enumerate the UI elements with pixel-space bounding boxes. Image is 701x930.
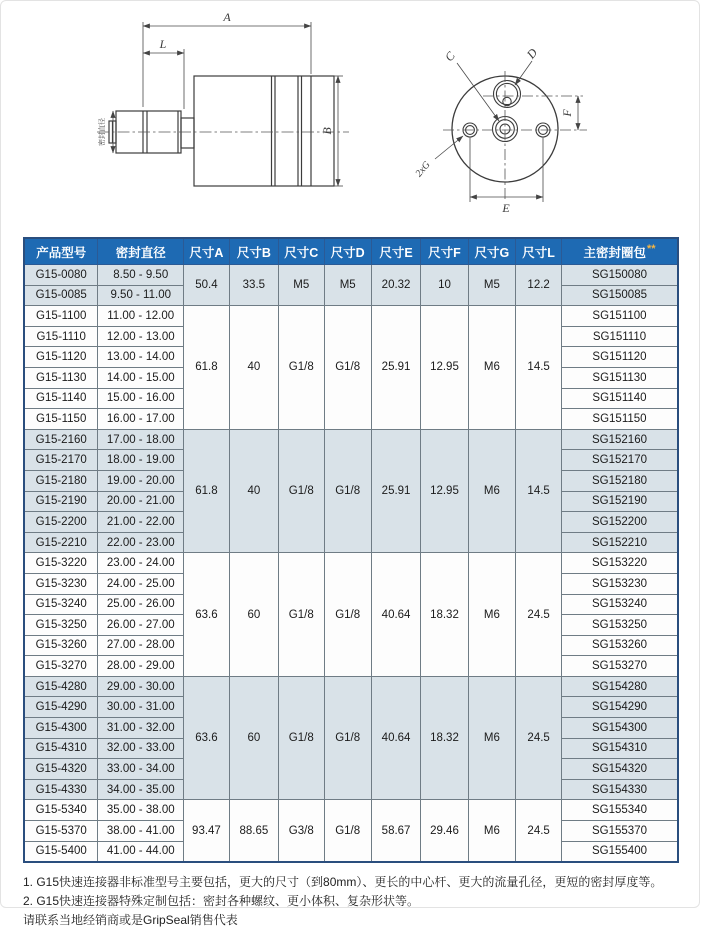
table-row [24, 429, 678, 450]
cell-dim-a: 61.8 [184, 429, 230, 553]
cell-dim-l: 14.5 [516, 306, 562, 430]
cell-dim-l: 12.2 [516, 265, 562, 306]
header-dim-g: 尺寸G [468, 238, 516, 265]
table-row [24, 800, 678, 821]
cell-dim-a: 93.47 [184, 800, 230, 862]
cell-seal: SG154300 [562, 718, 679, 739]
cell-model: G15-3250 [24, 615, 98, 636]
cell-dim-c: G1/8 [278, 306, 324, 430]
cell-seal: SG152200 [562, 512, 679, 533]
cell-range: 24.00 - 25.00 [98, 573, 184, 594]
cell-model: G15-5400 [24, 841, 98, 862]
cell-dim-l: 24.5 [516, 553, 562, 677]
cell-range: 31.00 - 32.00 [98, 718, 184, 739]
header-seal-pack [562, 238, 679, 265]
cell-dim-g: M6 [468, 553, 516, 677]
cell-range: 12.00 - 13.00 [98, 326, 184, 347]
cell-dim-l: 14.5 [516, 429, 562, 553]
cell-seal: SG151140 [562, 388, 679, 409]
cell-model: G15-5340 [24, 800, 98, 821]
cell-dim-e: 25.91 [371, 429, 421, 553]
cell-range: 8.50 - 9.50 [98, 265, 184, 286]
cell-dim-e: 58.67 [371, 800, 421, 862]
cell-range: 18.00 - 19.00 [98, 450, 184, 471]
cell-dim-e: 40.64 [371, 676, 421, 800]
cell-dim-d: G1/8 [324, 800, 371, 862]
table-row [24, 553, 678, 574]
cell-seal: SG150080 [562, 265, 679, 286]
technical-drawings [1, 1, 701, 233]
cell-dim-e: 25.91 [371, 306, 421, 430]
cell-model: G15-1110 [24, 326, 98, 347]
cell-seal: SG154310 [562, 738, 679, 759]
cell-model: G15-2180 [24, 470, 98, 491]
cell-model: G15-4320 [24, 759, 98, 780]
cell-model: G15-2210 [24, 532, 98, 553]
table-row [24, 306, 678, 327]
cell-seal: SG152160 [562, 429, 679, 450]
cell-model: G15-3230 [24, 573, 98, 594]
cell-dim-a: 50.4 [184, 265, 230, 306]
cell-seal: SG154290 [562, 697, 679, 718]
cell-model: G15-4310 [24, 738, 98, 759]
cell-model: G15-3220 [24, 553, 98, 574]
cell-dim-c: G1/8 [278, 676, 324, 800]
cell-range: 27.00 - 28.00 [98, 635, 184, 656]
header-seal-pack-text: 主密封圈包 [583, 245, 646, 260]
cell-range: 33.00 - 34.00 [98, 759, 184, 780]
cell-range: 17.00 - 18.00 [98, 429, 184, 450]
table-row [24, 265, 678, 286]
cell-model: G15-4290 [24, 697, 98, 718]
footnotes [23, 873, 677, 930]
cell-dim-e: 20.32 [371, 265, 421, 306]
side-view-drawing [97, 10, 349, 186]
side-view-dimensions [113, 22, 343, 186]
cell-range: 38.00 - 41.00 [98, 821, 184, 842]
dim-label-seal-diameter: 密封直径 [99, 118, 106, 146]
cell-model: G15-4330 [24, 779, 98, 800]
cell-seal: SG151130 [562, 367, 679, 388]
header-dim-a: 尺寸A [184, 238, 230, 265]
cell-range: 32.00 - 33.00 [98, 738, 184, 759]
front-view-dimensions [435, 61, 578, 202]
cell-dim-b: 40 [229, 429, 278, 553]
cell-seal: SG151110 [562, 326, 679, 347]
cell-range: 21.00 - 22.00 [98, 512, 184, 533]
cell-model: G15-5370 [24, 821, 98, 842]
cell-dim-g: M6 [468, 306, 516, 430]
header-row [24, 238, 678, 265]
cell-dim-a: 61.8 [184, 306, 230, 430]
cell-range: 20.00 - 21.00 [98, 491, 184, 512]
cell-seal: SG152190 [562, 491, 679, 512]
table-row [24, 676, 678, 697]
dim-label-B: B [320, 127, 334, 135]
cell-model: G15-0085 [24, 285, 98, 306]
cell-dim-b: 60 [229, 553, 278, 677]
dim-label-A: A [223, 10, 231, 24]
cell-model: G15-1100 [24, 306, 98, 327]
cell-dim-d: G1/8 [324, 553, 371, 677]
dim-label-L: L [159, 37, 167, 51]
cell-model: G15-3270 [24, 656, 98, 677]
cell-range: 25.00 - 26.00 [98, 594, 184, 615]
cell-model: G15-2190 [24, 491, 98, 512]
cell-dim-g: M5 [468, 265, 516, 306]
cell-dim-a: 63.6 [184, 553, 230, 677]
header-seal-diameter: 密封直径 [98, 238, 184, 265]
cell-dim-c: G1/8 [278, 553, 324, 677]
dim-label-F: F [560, 109, 574, 117]
cell-seal: SG155340 [562, 800, 679, 821]
cell-seal: SG155400 [562, 841, 679, 862]
header-dim-f: 尺寸F [421, 238, 468, 265]
header-dim-c: 尺寸C [278, 238, 324, 265]
cell-seal: SG153230 [562, 573, 679, 594]
cell-range: 23.00 - 24.00 [98, 553, 184, 574]
header-dim-l: 尺寸L [516, 238, 562, 265]
cell-dim-l: 24.5 [516, 800, 562, 862]
cell-seal: SG153250 [562, 615, 679, 636]
cell-seal: SG155370 [562, 821, 679, 842]
cell-seal: SG153240 [562, 594, 679, 615]
header-dim-d: 尺寸D [324, 238, 371, 265]
cell-range: 16.00 - 17.00 [98, 409, 184, 430]
cell-dim-d: G1/8 [324, 306, 371, 430]
cell-seal: SG152210 [562, 532, 679, 553]
cell-range: 29.00 - 30.00 [98, 676, 184, 697]
dim-label-D: D [523, 45, 541, 62]
cell-model: G15-4300 [24, 718, 98, 739]
cell-dim-f: 12.95 [421, 429, 468, 553]
cell-dim-f: 18.32 [421, 676, 468, 800]
cell-dim-d: M5 [324, 265, 371, 306]
cell-model: G15-2200 [24, 512, 98, 533]
cell-model: G15-0080 [24, 265, 98, 286]
cell-model: G15-2160 [24, 429, 98, 450]
cell-range: 19.00 - 20.00 [98, 470, 184, 491]
cell-seal: SG153220 [562, 553, 679, 574]
cell-model: G15-4280 [24, 676, 98, 697]
cell-dim-f: 10 [421, 265, 468, 306]
cell-dim-g: M6 [468, 429, 516, 553]
footnote-2: 2. G15快速连接器特殊定制包括：密封各种螺纹、更小体积、复杂形状等。 [23, 894, 420, 909]
spec-table [23, 237, 679, 863]
cell-dim-b: 88.65 [229, 800, 278, 862]
cell-range: 9.50 - 11.00 [98, 285, 184, 306]
dim-label-E: E [502, 201, 510, 215]
header-dim-e: 尺寸E [371, 238, 421, 265]
cell-seal: SG154330 [562, 779, 679, 800]
cell-model: G15-1150 [24, 409, 98, 430]
cell-model: G15-2170 [24, 450, 98, 471]
cell-dim-b: 40 [229, 306, 278, 430]
cell-dim-d: G1/8 [324, 676, 371, 800]
cell-dim-b: 60 [229, 676, 278, 800]
cell-dim-f: 18.32 [421, 553, 468, 677]
cell-range: 15.00 - 16.00 [98, 388, 184, 409]
cell-seal: SG153270 [562, 656, 679, 677]
cell-model: G15-1120 [24, 347, 98, 368]
cell-dim-a: 63.6 [184, 676, 230, 800]
cell-model: G15-3240 [24, 594, 98, 615]
cell-dim-c: M5 [278, 265, 324, 306]
cell-dim-g: M6 [468, 800, 516, 862]
cell-range: 11.00 - 12.00 [98, 306, 184, 327]
dim-label-2xG: 2xG [413, 159, 433, 180]
cell-seal: SG151100 [562, 306, 679, 327]
cell-dim-f: 29.46 [421, 800, 468, 862]
header-seal-pack-asterisks: ** [646, 242, 656, 255]
cell-model: G15-1140 [24, 388, 98, 409]
dim-label-C: C [441, 48, 458, 64]
cell-dim-c: G3/8 [278, 800, 324, 862]
cell-seal: SG151150 [562, 409, 679, 430]
cell-seal: SG152180 [562, 470, 679, 491]
cell-dim-f: 12.95 [421, 306, 468, 430]
cell-seal: SG154280 [562, 676, 679, 697]
cell-range: 35.00 - 38.00 [98, 800, 184, 821]
cell-dim-e: 40.64 [371, 553, 421, 677]
cell-dim-d: G1/8 [324, 429, 371, 553]
footnote-1: 1. G15快速连接器非标准型号主要包括，更大的尺寸（到80mm）、更长的中心杆、更大的流量孔径，更短的密封厚度等。 [23, 875, 663, 890]
cell-dim-g: M6 [468, 676, 516, 800]
cell-seal: SG151120 [562, 347, 679, 368]
cell-dim-b: 33.5 [229, 265, 278, 306]
header-dim-b: 尺寸B [229, 238, 278, 265]
cell-range: 41.00 - 44.00 [98, 841, 184, 862]
cell-range: 14.00 - 15.00 [98, 367, 184, 388]
cell-range: 22.00 - 23.00 [98, 532, 184, 553]
cell-seal: SG153260 [562, 635, 679, 656]
cell-dim-l: 24.5 [516, 676, 562, 800]
footnote-contact: 请联系当地经销商或是GripSeal销售代表 [23, 913, 238, 928]
cell-seal: SG154320 [562, 759, 679, 780]
header-model: 产品型号 [24, 238, 98, 265]
cell-seal: SG150085 [562, 285, 679, 306]
cell-dim-c: G1/8 [278, 429, 324, 553]
cell-range: 13.00 - 14.00 [98, 347, 184, 368]
cell-range: 28.00 - 29.00 [98, 656, 184, 677]
cell-range: 26.00 - 27.00 [98, 615, 184, 636]
cell-model: G15-1130 [24, 367, 98, 388]
cell-model: G15-3260 [24, 635, 98, 656]
cell-range: 30.00 - 31.00 [98, 697, 184, 718]
front-view-drawing [414, 45, 587, 215]
cell-seal: SG152170 [562, 450, 679, 471]
cell-range: 34.00 - 35.00 [98, 779, 184, 800]
